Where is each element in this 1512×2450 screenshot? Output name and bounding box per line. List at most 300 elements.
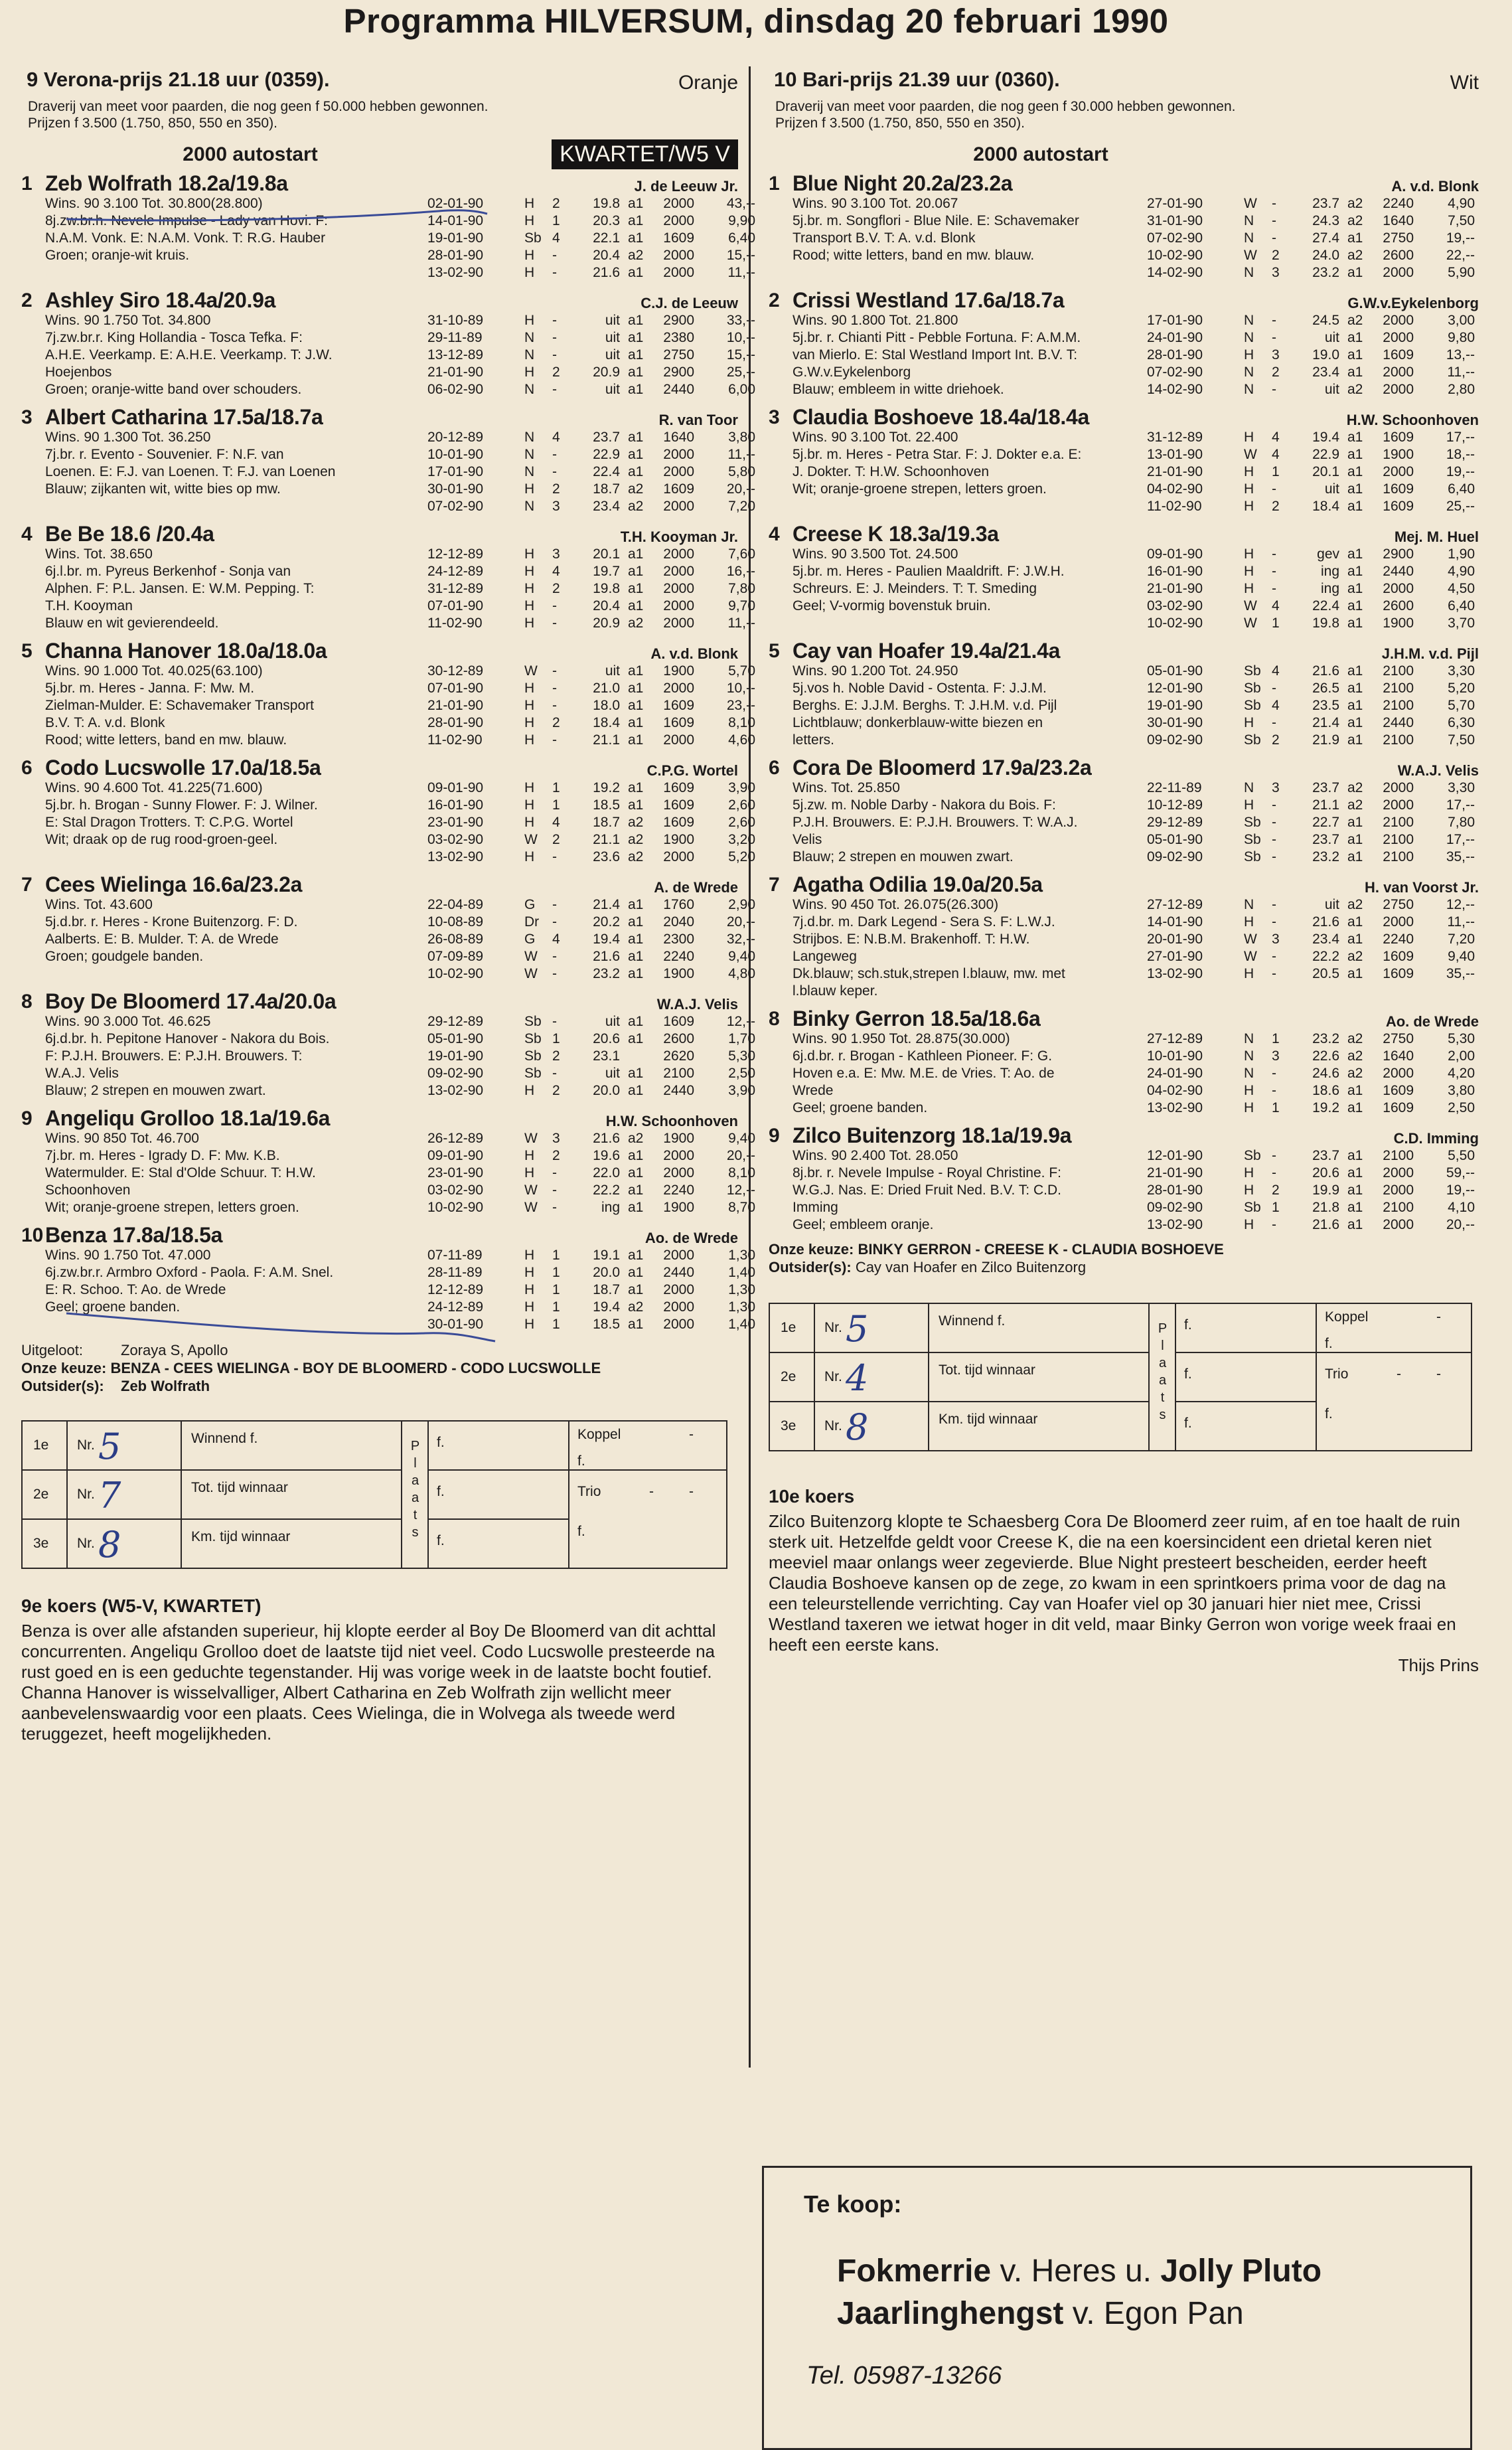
form-row — [1147, 1065, 1479, 1082]
form-row — [427, 680, 759, 697]
run-place: - — [1272, 797, 1276, 813]
horse-info — [793, 195, 1079, 264]
run-time: uit — [1324, 382, 1339, 397]
horse-info — [45, 1013, 329, 1100]
race-commentary — [21, 1595, 738, 1744]
run-odds: 2,50 — [1448, 1100, 1475, 1115]
form-row — [1147, 914, 1479, 931]
run-track: W — [524, 949, 538, 964]
horse-number: 4 — [769, 523, 780, 545]
run-distance: 2000 — [663, 447, 694, 462]
result-label: Km. tijd winnaar — [939, 1412, 1038, 1427]
form-row — [1147, 264, 1479, 282]
run-start: a1 — [1347, 966, 1363, 981]
run-distance: 2000 — [663, 681, 694, 696]
run-place: - — [552, 1066, 557, 1081]
run-date: 12-12-89 — [427, 546, 484, 562]
run-time: 23.2 — [1312, 265, 1339, 280]
run-start: a1 — [628, 313, 644, 328]
run-distance: 1609 — [1383, 949, 1414, 964]
horse-info-line: Lichtblauw; donkerblauw-witte biezen en — [793, 715, 1043, 730]
run-distance: 2000 — [663, 213, 694, 228]
horse-info-line: 5j.br. m. Heres - Janna. F: Mw. M. — [45, 681, 255, 696]
run-date: 31-01-90 — [1147, 213, 1203, 228]
run-track: H — [1244, 581, 1254, 596]
horse-info-line: Wins. 90 3.000 Tot. 46.625 — [45, 1014, 211, 1029]
horse-number: 2 — [769, 289, 780, 311]
run-date: 09-01-90 — [1147, 546, 1203, 562]
run-distance: 2100 — [1383, 815, 1414, 830]
horse-entry — [21, 405, 755, 515]
run-place: - — [1272, 1165, 1276, 1181]
run-odds: 8,70 — [728, 1200, 755, 1215]
form-row — [1147, 814, 1479, 831]
form-table — [427, 663, 759, 749]
run-track: H — [1244, 797, 1254, 813]
run-distance: 2000 — [1383, 464, 1414, 479]
run-odds: 7,80 — [728, 581, 755, 596]
run-date: 10-08-89 — [427, 914, 484, 930]
run-track: H — [524, 598, 535, 613]
run-track: N — [524, 430, 535, 445]
run-start: a2 — [1347, 382, 1363, 397]
trio-dash: - — [1397, 1366, 1401, 1382]
run-odds: 5,70 — [1448, 698, 1475, 713]
trio-label: Trio — [577, 1484, 601, 1499]
run-odds: 32,-- — [726, 932, 755, 947]
horse-entry — [21, 989, 755, 1100]
run-distance: 2240 — [1383, 196, 1414, 211]
run-track: H — [524, 797, 535, 813]
run-date: 27-12-89 — [1147, 1031, 1203, 1046]
run-date: 07-02-90 — [1147, 230, 1203, 246]
form-row — [1147, 212, 1479, 230]
run-distance: 2440 — [663, 1083, 694, 1098]
form-table — [1147, 1030, 1479, 1117]
horse-entry — [769, 405, 1479, 515]
horse-entry — [769, 1123, 1479, 1234]
form-table — [1147, 663, 1479, 749]
run-start: a2 — [1347, 897, 1363, 912]
horse-info-line: Wit; oranje-groene strepen, letters groen. — [45, 1200, 299, 1215]
trio-amount: f. — [1325, 1406, 1333, 1422]
result-row — [769, 1352, 1472, 1402]
horse-info-line: Wins. Tot. 25.850 — [793, 780, 900, 795]
run-track: H — [524, 1148, 535, 1163]
run-date: 09-02-90 — [1147, 1200, 1203, 1215]
run-start: a2 — [1347, 949, 1363, 964]
run-date: 14-02-90 — [1147, 265, 1203, 280]
run-start: a2 — [628, 499, 644, 514]
run-date: 13-02-90 — [1147, 1100, 1203, 1115]
horse-number: 9 — [21, 1107, 33, 1129]
run-place: 4 — [552, 815, 560, 830]
run-start: a1 — [1347, 732, 1363, 748]
run-start: a2 — [628, 248, 644, 263]
horse-info-line: J. Dokter. T: H.W. Schoonhoven — [793, 464, 990, 479]
run-track: Sb — [524, 1066, 542, 1081]
form-row — [427, 481, 759, 498]
horse-trainer: G.W.v.Eykelenborg — [1347, 295, 1479, 311]
horse-info-line: Velis — [793, 832, 822, 847]
run-time: 19.9 — [1312, 1183, 1339, 1198]
race-commentary — [769, 1486, 1479, 1676]
run-start: a1 — [628, 598, 644, 613]
run-time: 21.1 — [593, 832, 620, 847]
horse-trainer: J.H.M. v.d. Pijl — [1381, 645, 1479, 662]
horse-info-line: Aalberts. E: B. Mulder. T: A. de Wrede — [45, 932, 279, 947]
run-place: 1 — [552, 1248, 560, 1263]
run-odds: 15,-- — [726, 347, 755, 363]
result-grid — [21, 1420, 727, 1569]
form-row — [427, 1264, 759, 1281]
result-horse-number: 4 — [846, 1357, 869, 1399]
run-odds: 5,20 — [1448, 681, 1475, 696]
horse-name: Zilco Buitenzorg 18.1a/19.9a — [793, 1123, 1072, 1147]
horse-info-line: Wins. 90 4.600 Tot. 41.225(71.600) — [45, 780, 263, 795]
run-track: W — [524, 832, 538, 847]
horse-info-line: Groen; oranje-wit kruis. — [45, 248, 190, 263]
run-odds: 5,30 — [1448, 1031, 1475, 1046]
run-place: - — [552, 248, 557, 263]
run-distance: 2100 — [663, 1066, 694, 1081]
run-start: a1 — [1347, 564, 1363, 579]
horse-trainer: H.W. Schoonhoven — [605, 1113, 738, 1129]
run-time: uit — [605, 1014, 620, 1029]
run-time: 23.2 — [1312, 1031, 1339, 1046]
run-track: H — [1244, 499, 1254, 514]
run-time: 19.2 — [593, 780, 620, 795]
form-row — [427, 364, 759, 381]
run-place: - — [1272, 330, 1276, 345]
form-row — [427, 1030, 759, 1048]
run-time: 20.0 — [593, 1265, 620, 1280]
result-place: 2e — [781, 1369, 796, 1384]
run-date: 26-12-89 — [427, 1131, 484, 1146]
run-track: N — [524, 382, 535, 397]
start-type: 2000 autostart — [183, 143, 318, 165]
form-row — [1147, 1100, 1479, 1117]
run-track: W — [524, 966, 538, 981]
run-odds: 5,20 — [728, 849, 755, 864]
condition-line: Draverij van meet voor paarden, die nog geen f 30.000 hebben gewonnen. — [775, 99, 1236, 114]
run-odds: 7,50 — [1448, 213, 1475, 228]
run-start: a2 — [1347, 1048, 1363, 1064]
run-track: H — [524, 815, 535, 830]
form-row — [427, 1013, 759, 1030]
commentary-title: 9e koers (W5-V, KWARTET) — [21, 1595, 262, 1616]
run-odds: 3,80 — [728, 430, 755, 445]
run-place: 3 — [1272, 780, 1280, 795]
run-time: 22.2 — [1312, 949, 1339, 964]
run-track: H — [524, 481, 535, 497]
result-nr-label: Nr. — [77, 1536, 95, 1551]
form-row — [1147, 598, 1479, 615]
run-place: - — [552, 849, 557, 864]
run-time: 24.5 — [1312, 313, 1339, 328]
run-odds: 3,20 — [728, 832, 755, 847]
run-distance: 1900 — [663, 1131, 694, 1146]
run-start: a1 — [1347, 581, 1363, 596]
horse-info-line: Blauw; zijkanten wit, witte bies op mw. — [45, 481, 281, 497]
horse-number: 1 — [769, 173, 780, 195]
result-place: 3e — [781, 1418, 796, 1433]
run-time: 21.9 — [1312, 732, 1339, 748]
form-row — [1147, 498, 1479, 515]
run-date: 07-11-89 — [427, 1248, 483, 1263]
run-start: a2 — [1347, 1031, 1363, 1046]
run-time: uit — [605, 663, 620, 679]
run-start: a1 — [628, 698, 644, 713]
run-time: 18.6 — [1312, 1083, 1339, 1098]
classified-ad — [762, 2166, 1472, 2450]
ad-line-2 — [837, 2295, 1244, 2332]
run-start: a1 — [628, 914, 644, 930]
horse-info-line: Zielman-Mulder. E: Schavemaker Transport — [45, 698, 314, 713]
ad-phone: Tel. 05987-13266 — [806, 2362, 1002, 2390]
run-start: a1 — [628, 732, 644, 748]
run-odds: 4,50 — [1448, 581, 1475, 596]
trio-dash: - — [1436, 1366, 1441, 1382]
run-distance: 2240 — [663, 1183, 694, 1198]
run-distance: 2240 — [663, 949, 694, 964]
run-distance: 2000 — [663, 1299, 694, 1315]
result-nr-label: Nr. — [824, 1320, 842, 1335]
run-place: 2 — [552, 1148, 560, 1163]
run-place: 3 — [1272, 265, 1280, 280]
form-row — [427, 1065, 759, 1082]
horse-info-line: Groen; goudgele banden. — [45, 949, 204, 964]
horse-name: Be Be 18.6 /20.4a — [45, 522, 214, 546]
ad-line-1 — [837, 2253, 1322, 2289]
run-odds: 11,-- — [727, 615, 755, 631]
horse-entry — [21, 756, 755, 866]
run-track: H — [524, 732, 535, 748]
run-distance: 2000 — [663, 1282, 694, 1297]
result-row — [22, 1421, 727, 1470]
run-time: 19.2 — [1312, 1100, 1339, 1115]
run-place: - — [1272, 196, 1276, 211]
run-place: - — [552, 681, 557, 696]
run-date: 12-12-89 — [427, 1282, 484, 1297]
run-start: a1 — [1347, 330, 1363, 345]
run-distance: 1609 — [1383, 481, 1414, 497]
horse-info-line: Loenen. E: F.J. van Loenen. T: F.J. van Loenen — [45, 464, 336, 479]
run-distance: 2000 — [663, 464, 694, 479]
form-row — [1147, 1165, 1479, 1182]
run-time: gev — [1317, 546, 1339, 562]
horse-name: Creese K 18.3a/19.3a — [793, 522, 999, 546]
condition-line: Prijzen f 3.500 (1.750, 850, 550 en 350). — [775, 116, 1025, 131]
horse-name: Boy De Bloomerd 17.4a/20.0a — [45, 989, 337, 1013]
horse-name: Claudia Boshoeve 18.4a/18.4a — [793, 405, 1089, 429]
run-start: a1 — [1347, 663, 1363, 679]
run-track: H — [524, 1248, 535, 1263]
run-start: a1 — [628, 949, 644, 964]
run-time: 23.7 — [1312, 196, 1339, 211]
horse-info-line: P.J.H. Brouwers. E: P.J.H. Brouwers. T: W.A.J. — [793, 815, 1078, 830]
run-odds: 11,-- — [1447, 914, 1475, 930]
run-odds: 9,80 — [1448, 330, 1475, 345]
run-odds: 2,60 — [728, 797, 755, 813]
horse-info-line: Wins. Tot. 38.650 — [45, 546, 153, 562]
run-date: 13-01-90 — [1147, 447, 1203, 462]
form-row — [427, 195, 759, 212]
run-date: 19-01-90 — [427, 230, 484, 246]
result-nr-label: Nr. — [77, 1487, 95, 1502]
horse-info-line: Wins. 90 2.400 Tot. 28.050 — [793, 1148, 958, 1163]
run-distance: 2900 — [663, 365, 694, 380]
trio-dash: - — [649, 1484, 654, 1499]
run-place: - — [552, 966, 557, 981]
form-row — [1147, 831, 1479, 849]
run-odds: 5,50 — [1448, 1148, 1475, 1163]
race-title: 10 Bari-prijs 21.39 uur (0360). — [774, 68, 1060, 91]
form-row — [1147, 481, 1479, 498]
horse-trainer: T.H. Kooyman Jr. — [620, 529, 738, 545]
run-distance: 2100 — [1383, 732, 1414, 748]
run-distance: 1640 — [1383, 1048, 1414, 1064]
form-row — [427, 264, 759, 282]
horse-info — [45, 546, 314, 632]
form-row — [427, 797, 759, 814]
run-date: 23-01-90 — [427, 815, 484, 830]
horse-info-line: Wins. 90 3.100 Tot. 20.067 — [793, 196, 958, 211]
horse-info-line: Strijbos. E: N.B.M. Brakenhoff. T: H.W. — [793, 932, 1030, 947]
run-time: 18.5 — [593, 1317, 620, 1332]
run-date: 13-02-90 — [427, 265, 484, 280]
horse-info-line: Watermulder. E: Stal d'Olde Schuur. T: H.W. — [45, 1165, 316, 1181]
race-picks — [21, 1341, 738, 1395]
run-track: H — [1244, 464, 1254, 479]
run-track: H — [524, 248, 535, 263]
run-date: 29-11-89 — [427, 330, 483, 345]
horse-info-line: W.G.J. Nas. E: Dried Fruit Ned. B.V. T: C.D. — [793, 1183, 1061, 1198]
form-row — [427, 446, 759, 463]
horse-trainer: W.A.J. Velis — [656, 996, 738, 1013]
author-signature: Thijs Prins — [1398, 1655, 1479, 1675]
run-start: a1 — [628, 681, 644, 696]
run-place: 4 — [1272, 598, 1280, 613]
run-odds: 17,-- — [1446, 832, 1475, 847]
run-place: - — [552, 949, 557, 964]
run-odds: 1,30 — [728, 1248, 755, 1263]
run-start: a1 — [1347, 1148, 1363, 1163]
horse-info-line: Wins. 90 1.750 Tot. 47.000 — [45, 1248, 211, 1263]
horse-name: Albert Catharina 17.5a/18.7a — [45, 405, 323, 429]
form-table — [427, 312, 759, 398]
run-place: - — [1272, 481, 1276, 497]
run-distance: 2100 — [1383, 698, 1414, 713]
run-place: - — [552, 598, 557, 613]
run-date: 13-02-90 — [1147, 966, 1203, 981]
run-date: 30-01-90 — [427, 481, 484, 497]
run-place: - — [1272, 914, 1276, 930]
run-start: a1 — [628, 780, 644, 795]
form-row — [1147, 965, 1479, 983]
horse-info-line: E: R. Schoo. T: Ao. de Wrede — [45, 1282, 226, 1297]
run-odds: 8,10 — [728, 1165, 755, 1181]
horse-entry — [769, 522, 1479, 632]
run-track: Dr — [524, 914, 540, 930]
run-date: 22-04-89 — [427, 897, 484, 912]
run-time: 21.0 — [593, 681, 620, 696]
horse-info-line: 5j.br. h. Brogan - Sunny Flower. F: J. Wilner. — [45, 797, 318, 813]
run-odds: 4,90 — [1448, 196, 1475, 211]
run-track: H — [1244, 966, 1254, 981]
run-start: a1 — [1347, 1217, 1363, 1232]
run-place: - — [552, 698, 557, 713]
run-odds: 16,-- — [726, 564, 755, 579]
form-row — [427, 1048, 759, 1065]
run-time: 18.5 — [593, 797, 620, 813]
run-start: a1 — [628, 230, 644, 246]
run-date: 03-02-90 — [1147, 598, 1203, 613]
horse-number: 3 — [769, 406, 780, 428]
run-date: 27-12-89 — [1147, 897, 1203, 912]
run-time: 21.6 — [593, 949, 620, 964]
run-start: a2 — [1347, 248, 1363, 263]
horse-info-line: Blauw en wit gevierendeeld. — [45, 615, 219, 631]
run-date: 16-01-90 — [1147, 564, 1203, 579]
run-distance: 2000 — [1383, 780, 1414, 795]
horse-number: 6 — [21, 757, 33, 779]
run-place: 3 — [552, 499, 560, 514]
run-track: H — [524, 849, 535, 864]
horse-info-line: 7j.br. r. Evento - Souvenier. F: N.F. van — [45, 447, 284, 462]
run-odds: 4,80 — [728, 966, 755, 981]
run-odds: 7,20 — [728, 499, 755, 514]
horse-info-line: 5j.br. m. Heres - Petra Star. F: J. Dokter e.a. E: — [793, 447, 1082, 462]
run-distance: 2000 — [1383, 1165, 1414, 1181]
run-time: uit — [1324, 481, 1339, 497]
run-distance: 1900 — [663, 663, 694, 679]
run-distance: 1609 — [663, 481, 694, 497]
horse-info-line: Rood; witte letters, band en mw. blauw. — [793, 248, 1035, 263]
run-distance: 1609 — [1383, 499, 1414, 514]
run-place: 2 — [552, 196, 560, 211]
run-distance: 1609 — [663, 1014, 694, 1029]
horse-info-line: Langeweg — [793, 949, 857, 964]
form-row — [427, 779, 759, 797]
horse-trainer: H. van Voorst Jr. — [1365, 879, 1479, 896]
run-track: W — [1244, 248, 1257, 263]
run-time: 20.6 — [593, 1031, 620, 1046]
horse-info — [45, 312, 333, 398]
run-distance: 2000 — [1383, 313, 1414, 328]
form-table — [427, 779, 759, 866]
horse-info-line: Geel; embleem oranje. — [793, 1217, 934, 1232]
horse-trainer: A. de Wrede — [654, 879, 738, 896]
horse-info — [45, 779, 318, 849]
pick-label: Onze keuze: — [769, 1241, 854, 1258]
form-row — [427, 814, 759, 831]
run-distance: 2000 — [663, 732, 694, 748]
run-track: H — [1244, 1083, 1254, 1098]
run-odds: 2,80 — [1448, 382, 1475, 397]
run-odds: 5,70 — [728, 663, 755, 679]
horse-entry — [21, 639, 755, 749]
run-start: a1 — [1347, 499, 1363, 514]
horse-info-line: l.blauw keper. — [793, 983, 878, 999]
run-time: 18.4 — [1312, 499, 1339, 514]
outsider-value: Cay van Hoafer en Zilco Buitenzorg — [855, 1259, 1087, 1275]
horse-info — [793, 546, 1065, 615]
run-odds: 3,70 — [1448, 615, 1475, 631]
horse-trainer: W.A.J. Velis — [1397, 762, 1479, 779]
horse-info-line: Wins. 90 450 Tot. 26.075(26.300) — [793, 897, 999, 912]
run-track: Sb — [1244, 815, 1261, 830]
